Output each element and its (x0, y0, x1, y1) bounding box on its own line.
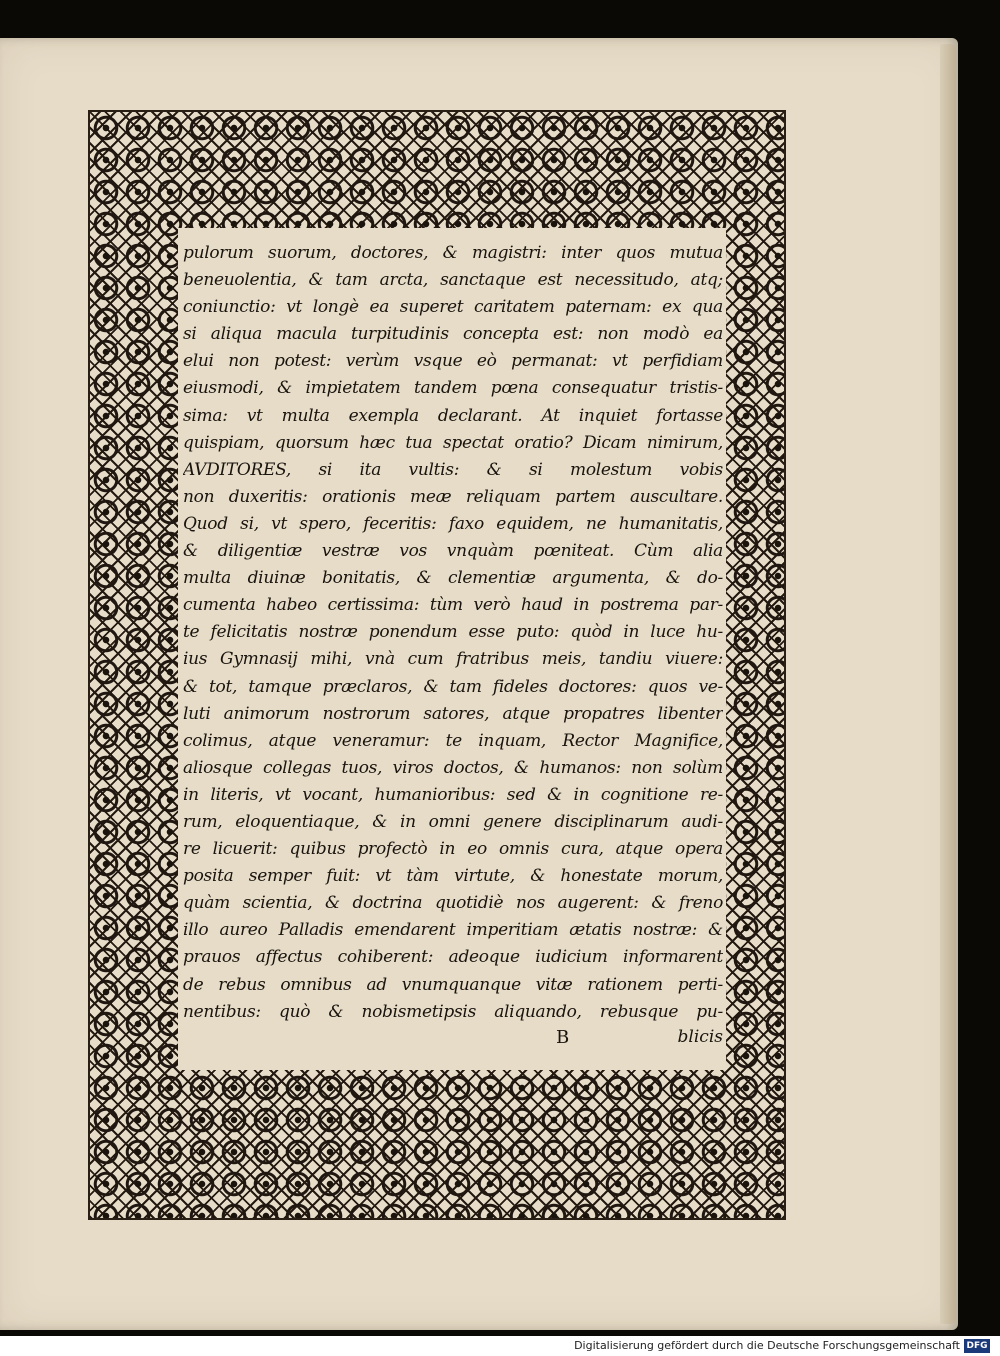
body-text (183, 240, 723, 1026)
text-line: colimus, atque veneramur: te inquam, Rector Magnifice, (183, 730, 723, 751)
text-line: multa diuinæ bonitatis, & clementiæ argumenta, & do- (183, 568, 723, 589)
text-line: ius Gymnasij mihi, vnà cum fratribus meis, tandiu viuere: (183, 649, 723, 670)
text-line: aliosque collegas tuos, viros doctos, & humanos: non solùm (183, 757, 723, 778)
text-line: coniunctio: vt longè ea superet caritatem paternam: ex qua (183, 297, 723, 318)
text-line: nentibus: quò & nobismetipsis aliquando, rebusque pu- (183, 1001, 723, 1022)
text-line: prauos affectus cohiberent: adeoque iudicium informarent (183, 947, 723, 968)
text-line: te felicitatis nostræ ponendum esse puto: quòd in luce hu- (183, 622, 723, 643)
text-line: in literis, vt vocant, humanioribus: sed & in cognitione re- (183, 784, 723, 805)
page-foot (183, 1027, 723, 1055)
footer-bar (0, 1336, 1000, 1356)
dfg-logo: DFG (964, 1339, 990, 1353)
text-line: sima: vt multa exempla declarant. At inquiet fortasse (183, 405, 723, 426)
text-line: re licuerit: quibus profectò in eo omnis cura, atque opera (183, 839, 723, 860)
text-line: & tot, tamque præclaros, & tam fideles doctores: quos ve- (183, 676, 723, 697)
text-line: posita semper fuit: vt tàm virtute, & honestate morum, (183, 866, 723, 887)
text-line: eiusmodi, & impietatem tandem pœna consequatur tristis- (183, 378, 723, 399)
text-line: quispiam, quorsum hæc tua spectat oratio? Dicam nimirum, (183, 432, 723, 453)
footer-credit: Digitalisierung gefördert durch die Deutsche Forschungsgemeinschaft (574, 1339, 960, 1352)
text-line: cumenta habeo certissima: tùm verò haud in postrema par- (183, 595, 723, 616)
text-line: luti animorum nostrorum satores, atque propatres libenter (183, 703, 723, 724)
text-line: elui non potest: verùm vsque eò permanat: vt perfidiam (183, 351, 723, 372)
text-line: beneuolentia, & tam arcta, sanctaque est necessitudo, atq; (183, 270, 723, 291)
signature-mark: B (556, 1027, 570, 1048)
page-edge (940, 44, 956, 1324)
text-line: AVDITORES, si ita vultis: & si molestum vobis (183, 459, 723, 480)
text-line: illo aureo Palladis emendarent imperitiam ætatis nostræ: & (183, 920, 723, 941)
text-line: quàm scientia, & doctrina quotidiè nos augerent: & freno (183, 893, 723, 914)
text-line: & diligentiæ vestræ vos vnquàm pœniteat. Cùm alia (183, 541, 723, 562)
text-line: pulorum suorum, doctores, & magistri: inter quos mutua (183, 243, 723, 263)
text-line: de rebus omnibus ad vnumquanque vitæ rationem perti- (183, 974, 723, 995)
text-line: Quod si, vt spero, feceritis: faxo equidem, ne humanitatis, (183, 513, 723, 534)
text-line: si aliqua macula turpitudinis concepta est: non modò ea (183, 324, 723, 345)
catchword: blicis (677, 1027, 723, 1047)
text-line: rum, eloquentiaque, & in omni genere disciplinarum audi- (183, 811, 723, 832)
text-line: non duxeritis: orationis meæ reliquam partem auscultare. (183, 486, 723, 507)
